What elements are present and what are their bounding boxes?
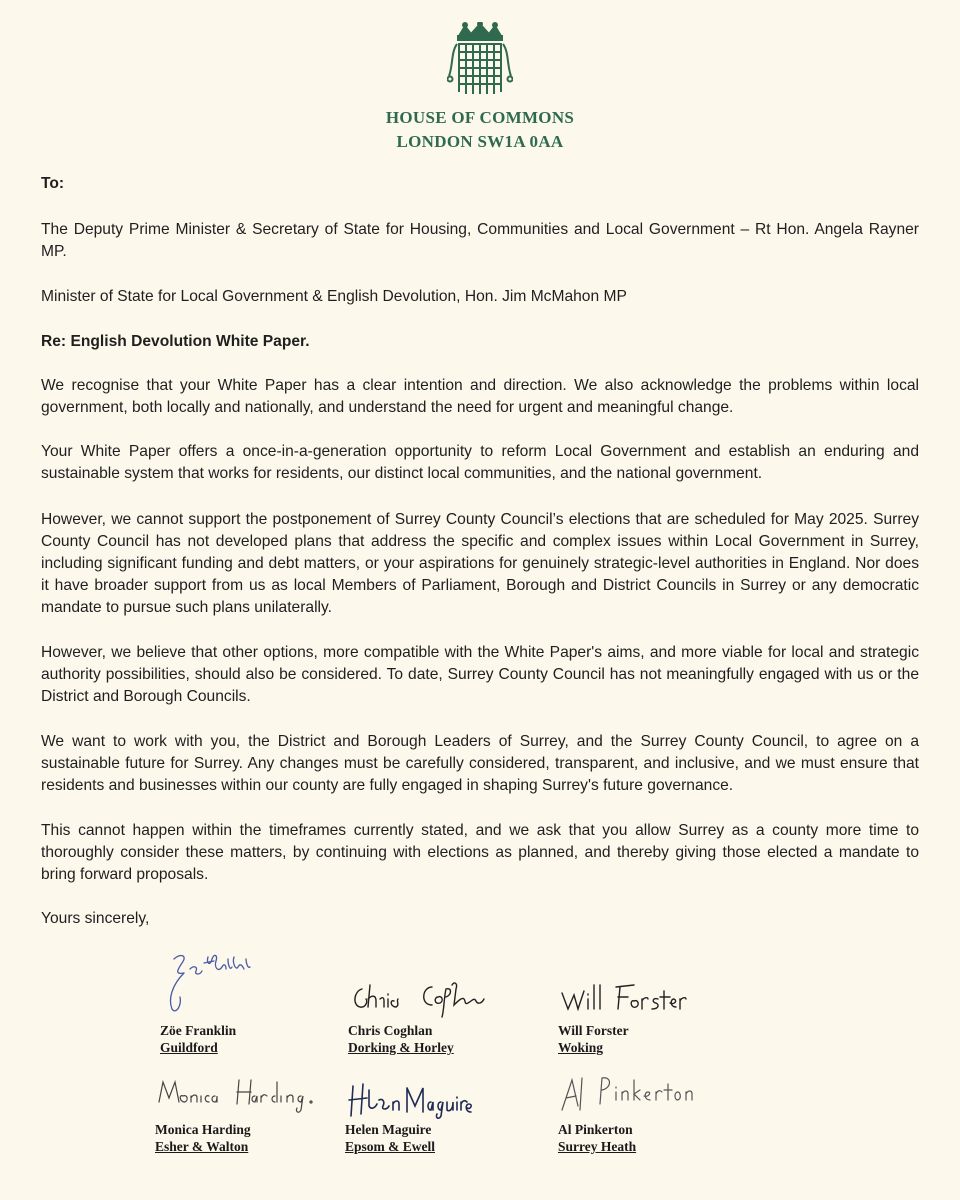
signature-al-pinkerton [558,1070,698,1116]
signatory-chris-coghlan [348,975,528,1060]
paragraph-3 [41,509,919,619]
signatory-constituency: Woking [558,1040,604,1055]
signatory-monica-harding [155,1072,335,1160]
paragraph-text: However, we believe that other options, more compatible with the White Paper's aims, and more viable for local and strategic authority possibilities, should also be considered. To date, Surrey County Council has not meaningfully engaged with us or the District and Borough Councils. [41,644,919,705]
signature-helen-maguire [345,1080,475,1120]
signatory-name: Chris Coghlan [348,1023,433,1038]
signatory-will-forster [558,975,738,1060]
paragraph-text: However, we cannot support the postponement of Surrey County Council’s elections that are scheduled for May 2025. Surrey County Council has not developed plans that address the specific and complex issues within Local Government in Surrey, including significant funding and debt matters, or your aspirations for genuinely strategic-level authorities in England. Nor does it have broader support from us as local Members of Parliament, Borough and District Councils in Surrey or any democratic mandate to pursue such plans unilaterally. [41,511,919,616]
signatory-helen-maguire [345,1080,525,1160]
portcullis-crest-icon [447,22,513,100]
signature-zoe-franklin [160,945,270,1017]
recipient-text: The Deputy Prime Minister & Secretary of State for Housing, Communities and Local Government – Rt Hon. Angela Rayner MP. [41,221,919,260]
paragraph-4 [41,642,919,708]
letterhead-address: LONDON SW1A 0AA [396,132,564,151]
signature-chris-coghlan [348,975,498,1019]
signatory-al-pinkerton [558,1070,738,1160]
paragraph-text: This cannot happen within the timeframes currently stated, and we ask that you allow Surrey as a county more time to thoroughly consider these matters, by continuing with elections as planned, and thereby giving those elected a mandate to bring forward proposals. [41,822,919,883]
signatory-name: Helen Maguire [345,1122,432,1137]
paragraph-text: We recognise that your White Paper has a clear intention and direction. We also acknowledge the problems within local government, both locally and nationally, and understand the need for urgent and meaningful change. [41,377,919,416]
paragraph-text: We want to work with you, the District and Borough Leaders of Surrey, and the Surrey County Council, to agree on a sustainable future for Surrey. Any changes must be carefully considered, transparent, and inclusive, and we must ensure that residents and businesses within our county are fully engaged in shaping Surrey's future governance. [41,733,919,794]
to-label: To: [41,175,65,192]
paragraph-2 [41,441,919,485]
paragraph-5 [41,731,919,797]
letterhead-title: HOUSE OF COMMONS [385,108,575,127]
signatory-constituency: Dorking & Horley [348,1040,454,1055]
recipient-1 [41,219,919,263]
signatory-name: Al Pinkerton [558,1122,633,1137]
signatory-constituency: Guildford [160,1040,218,1055]
signatory-name: Will Forster [558,1023,629,1038]
signatory-constituency: Epsom & Ewell [345,1139,436,1154]
recipient-2 [41,286,919,308]
recipient-text: Minister of State for Local Government & English Devolution, Hon. Jim McMahon MP [41,288,627,305]
paragraph-6 [41,820,919,886]
signatory-name: Zöe Franklin [160,1023,237,1038]
paragraph-text: Your White Paper offers a once-in-a-generation opportunity to reform Local Government and establish an enduring and sustainable system that works for residents, our distinct local communities, and the national government. [41,443,919,482]
subject-line: Re: English Devolution White Paper. [41,333,310,350]
closing-line: Yours sincerely, [41,910,150,927]
signatory-zoe-franklin [160,945,340,1060]
signatory-constituency: Esher & Walton [155,1139,249,1154]
paragraph-1 [41,375,919,419]
signature-will-forster [558,975,688,1019]
signatory-constituency: Surrey Heath [558,1139,637,1154]
signature-monica-harding [155,1072,325,1116]
crest-container [0,22,960,105]
signatory-name: Monica Harding [155,1122,251,1137]
